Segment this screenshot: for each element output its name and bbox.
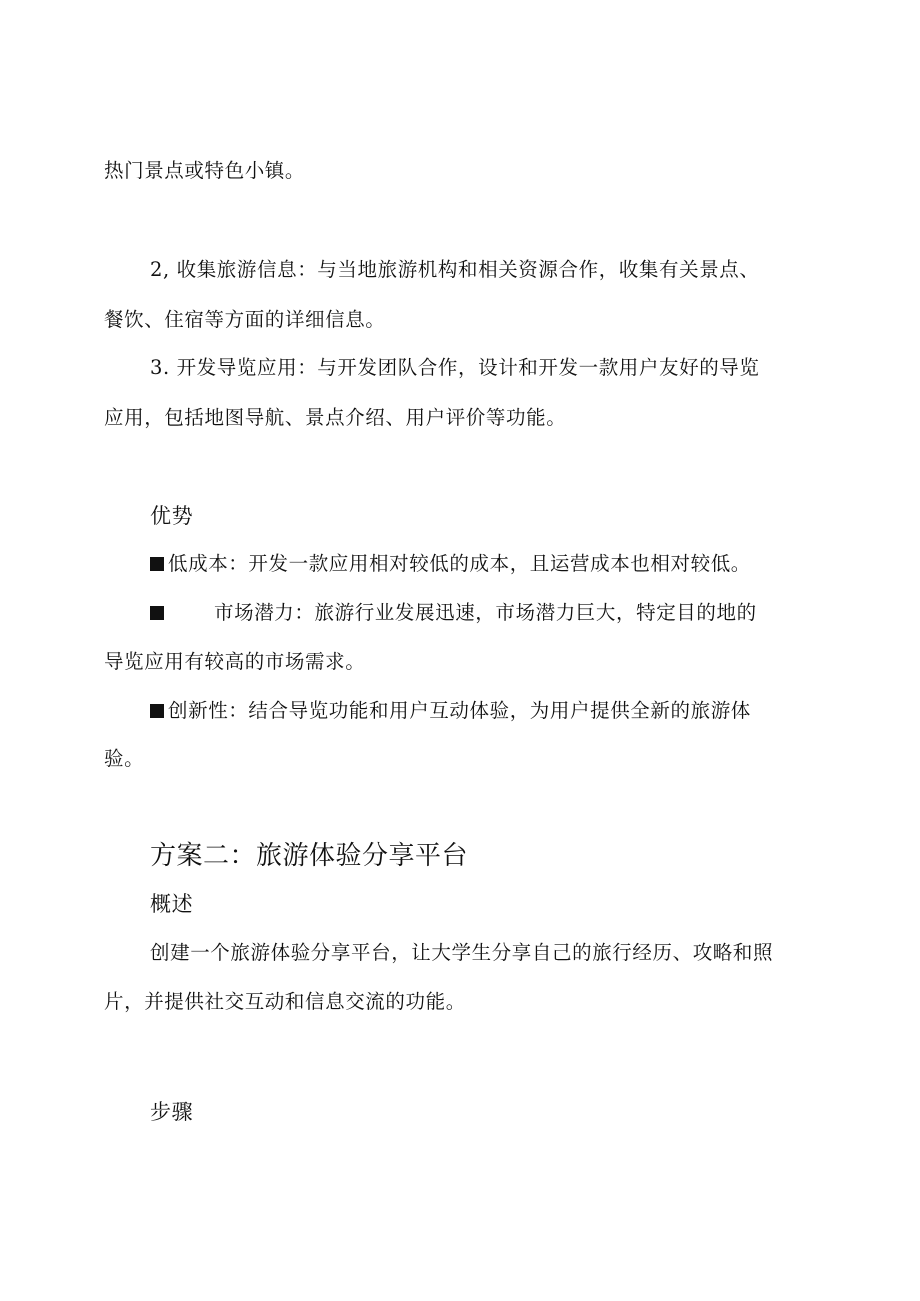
step-3-line-2: 应用，包括地图导航、景点介绍、用户评价等功能。 bbox=[104, 406, 567, 429]
advantage-text: 创新性：结合导览功能和用户互动体验，为用户提供全新的旅游体 bbox=[168, 699, 751, 722]
advantage-item-innovation-line-2: 验。 bbox=[104, 747, 145, 770]
advantage-item-market-potential-line-2: 导览应用有较高的市场需求。 bbox=[104, 650, 366, 673]
advantage-item-market-potential bbox=[150, 600, 757, 626]
advantage-item-innovation bbox=[150, 698, 751, 724]
bullet-square-icon bbox=[150, 557, 164, 571]
step-2-line-1: 2, 收集旅游信息：与当地旅游机构和相关资源合作，收集有关景点、 bbox=[150, 258, 760, 281]
step-3-line-1: 3. 开发导览应用：与开发团队合作，设计和开发一款用户友好的导览 bbox=[150, 356, 760, 379]
advantages-heading: 优势 bbox=[150, 504, 194, 528]
step-2-line-2: 餐饮、住宿等方面的详细信息。 bbox=[104, 308, 386, 331]
bullet-square-icon bbox=[150, 606, 164, 620]
overview-line-1: 创建一个旅游体验分享平台，让大学生分享自己的旅行经历、攻略和照 bbox=[150, 941, 774, 964]
plan-2-title: 方案二：旅游体验分享平台 bbox=[150, 841, 469, 871]
overview-heading: 概述 bbox=[150, 892, 194, 916]
steps-heading: 步骤 bbox=[150, 1100, 194, 1124]
overview-line-2: 片，并提供社交互动和信息交流的功能。 bbox=[104, 990, 466, 1013]
paragraph-fragment: 热门景点或特色小镇。 bbox=[104, 159, 306, 182]
advantage-text: 市场潜力：旅游行业发展迅速，市场潜力巨大，特定目的地的 bbox=[214, 601, 757, 624]
advantage-text: 低成本：开发一款应用相对较低的成本，且运营成本也相对较低。 bbox=[168, 552, 751, 575]
advantage-item-low-cost bbox=[150, 551, 751, 577]
bullet-square-icon bbox=[150, 704, 164, 718]
